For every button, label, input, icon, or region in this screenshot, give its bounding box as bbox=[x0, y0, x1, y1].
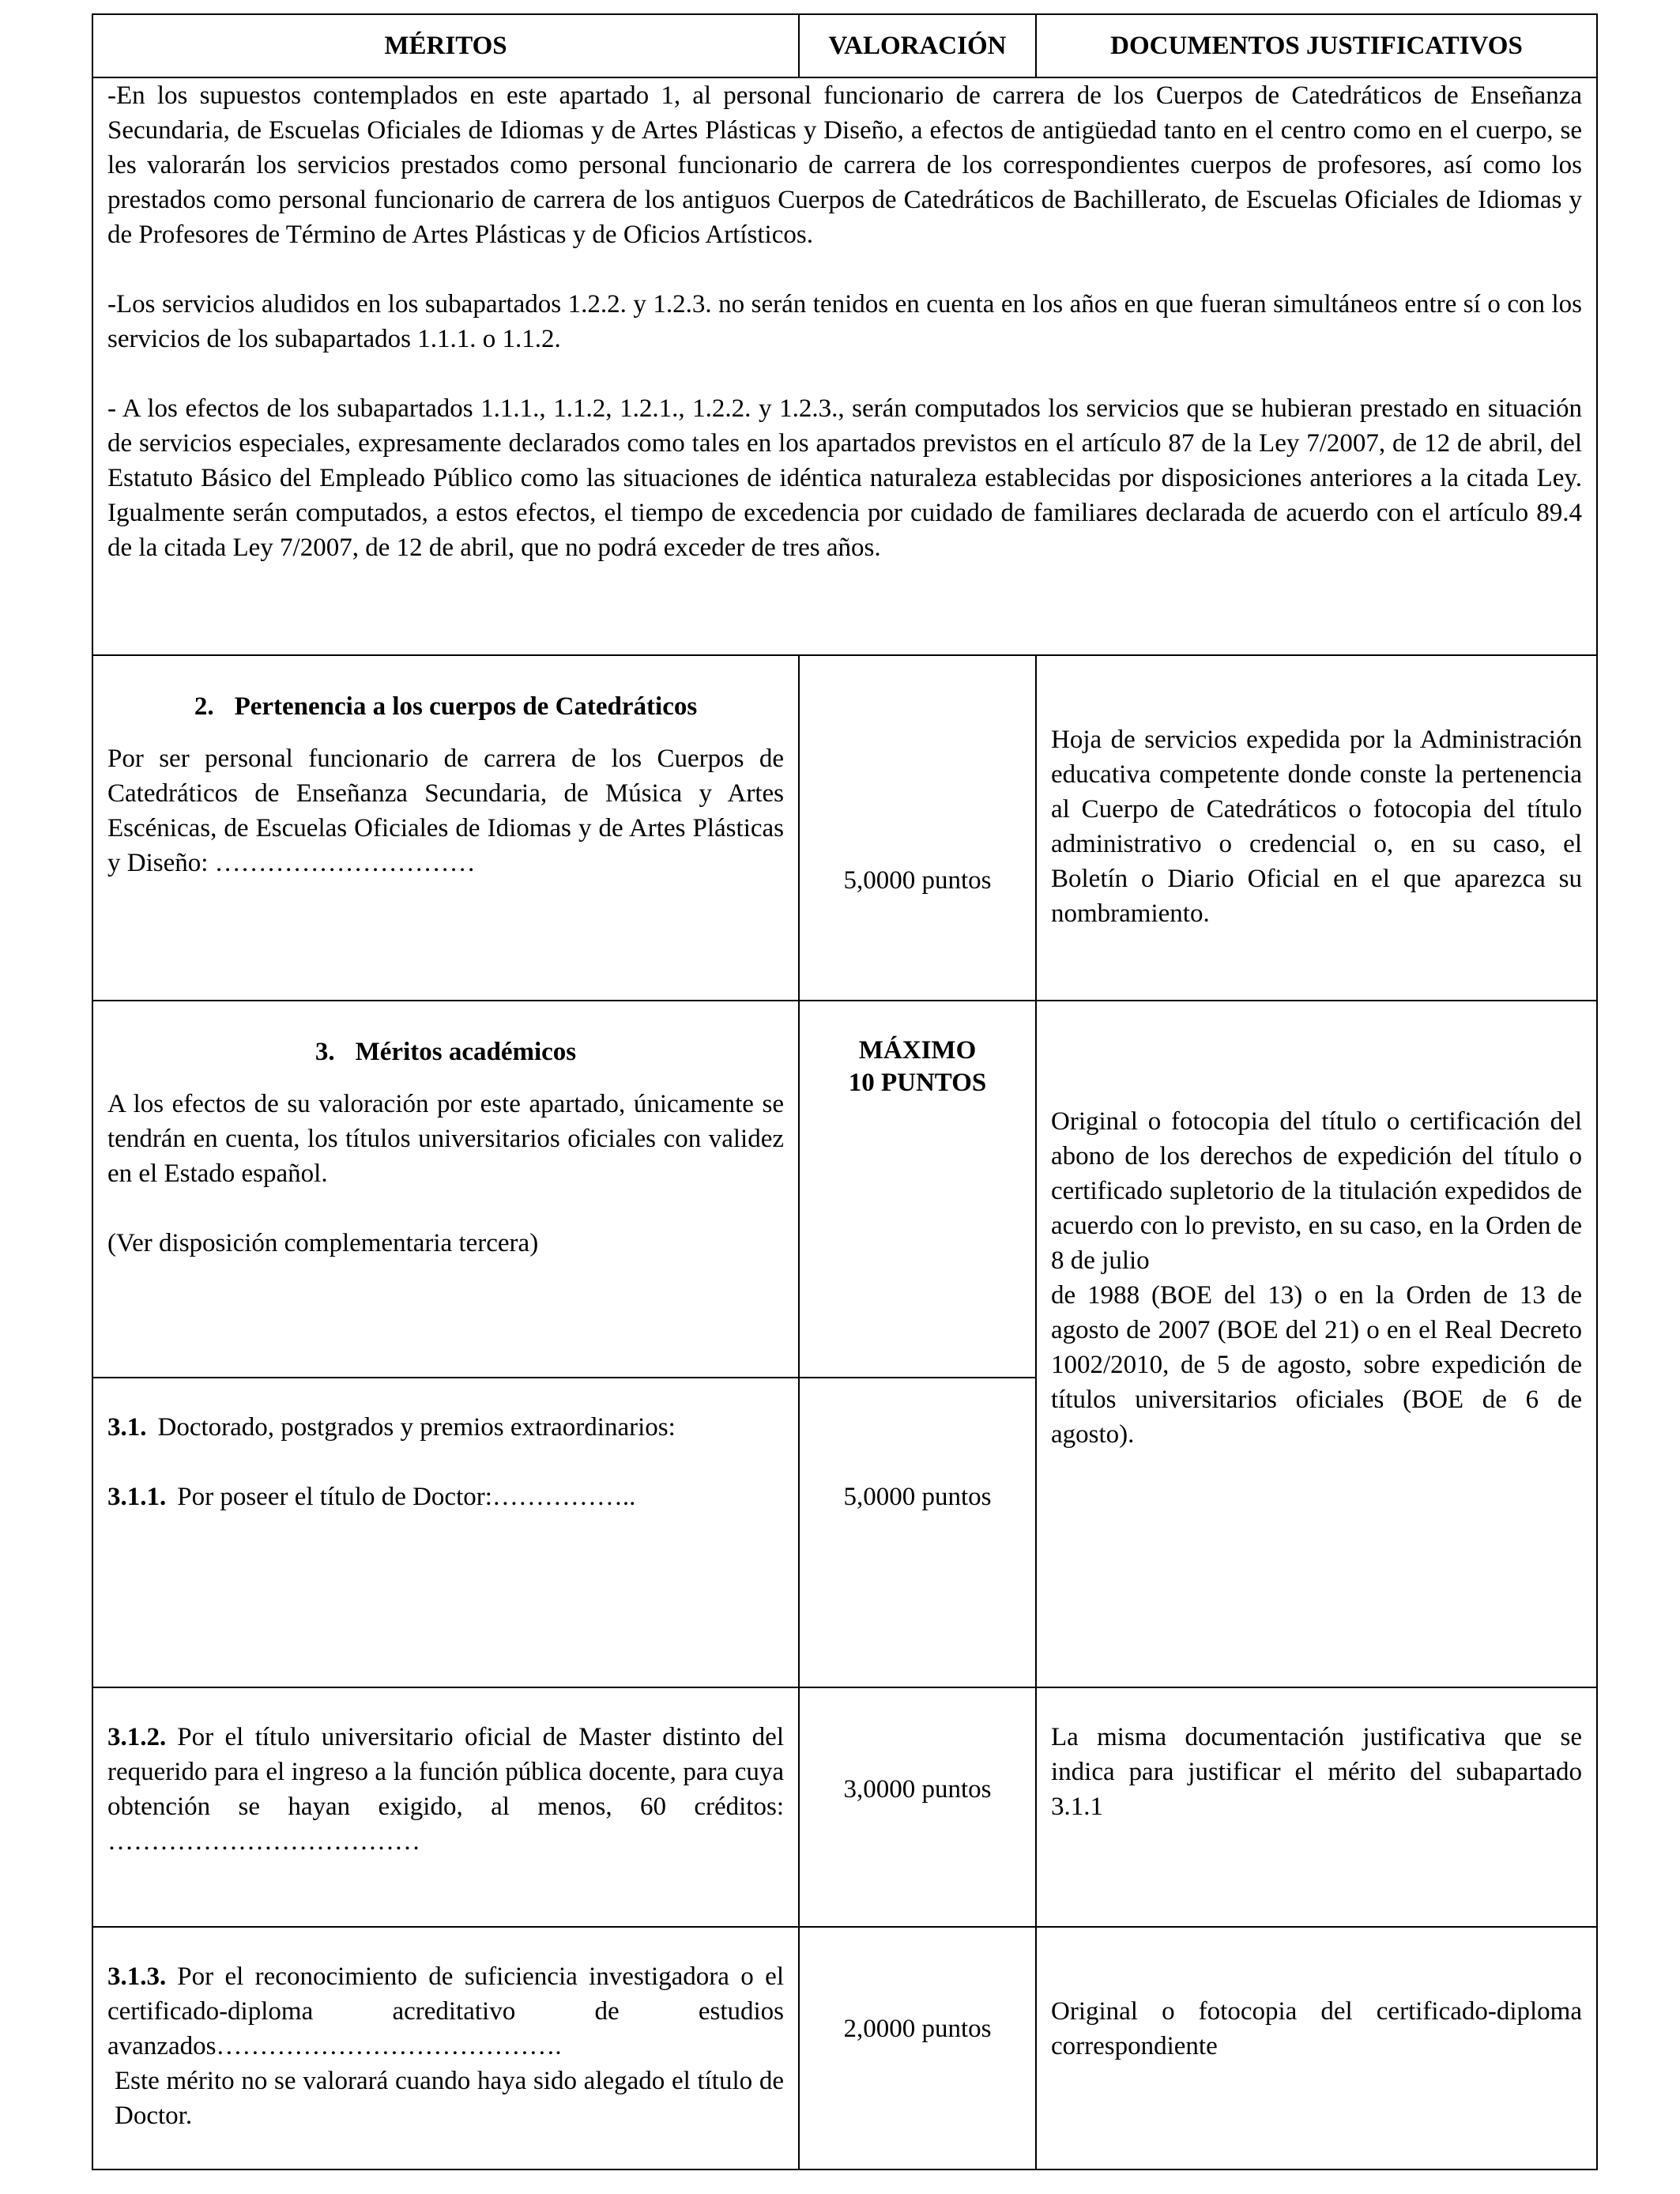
section-3-1-2-text: Por el título universitario oficial de Master distinto del requerido para el ingreso a la función pública docente, para cuya obtención se hayan exigido, al menos, 60 créditos: ……………………………… bbox=[107, 1723, 784, 1856]
section-3-1-2-code: 3.1.2. bbox=[107, 1723, 167, 1751]
section-3-1-3-merit bbox=[92, 1927, 799, 2169]
section-3-1-2-row bbox=[92, 1687, 1597, 1927]
section-3-1-3-code: 3.1.3. bbox=[107, 1962, 167, 1991]
section-2-title: Pertenencia a los cuerpos de Catedráticos bbox=[234, 692, 698, 721]
section-3-documentos bbox=[1036, 1001, 1597, 1687]
section-3-documentos-a: Original o fotocopia del título o certificación del abono de los derechos de expedición del título o certificado supletorio de la titulación expedidos de acuerdo con lo previsto, en su caso, en la Orden de 8 de julio bbox=[1051, 1107, 1582, 1275]
section-2-heading bbox=[107, 689, 784, 724]
section-3-1-line bbox=[107, 1410, 784, 1445]
section-3-1-3-documentos: Original o fotocopia del certificado-diploma correspondiente bbox=[1036, 1927, 1597, 2169]
section-3-1-1-line bbox=[107, 1480, 784, 1514]
section-2-text: Por ser personal funcionario de carrera de los Cuerpos de Catedráticos de Enseñanza Secundaria, de Música y Artes Escénicas, de Escuelas Oficiales de Idiomas y de Artes Plásticas y Diseño: ………………………… bbox=[107, 745, 784, 877]
section-3-1-merit bbox=[92, 1378, 799, 1687]
section-2-number: 2. bbox=[194, 692, 214, 721]
section-3-merit bbox=[92, 1001, 799, 1378]
notes-cell bbox=[92, 77, 1597, 655]
section-3-1-3-note: Este mérito no se valorará cuando haya sido alegado el título de Doctor. bbox=[115, 2067, 784, 2130]
section-3-1-text: Doctorado, postgrados y premios extraordinarios: bbox=[157, 1413, 676, 1442]
section-3-documentos-b: de 1988 (BOE del 13) o en la Orden de 13 de agosto de 2007 (BOE del 21) o en el Real Decreto 1002/2010, de 5 de agosto, sobre expedición de títulos universitarios oficiales (BOE de 6 de agosto). bbox=[1051, 1281, 1582, 1449]
section-3-max-line2: 10 PUNTOS bbox=[848, 1069, 987, 1097]
section-3-note: (Ver disposición complementaria tercera) bbox=[107, 1229, 539, 1257]
section-3-1-2-merit bbox=[92, 1687, 799, 1927]
note-paragraph-1: -En los supuestos contemplados en este apartado 1, al personal funcionario de carrera de los Cuerpos de Catedráticos de Enseñanza Secundaria, de Escuelas Oficiales de Idiomas y de Artes Plásticas y Diseño, a efectos de antigüedad tanto en el centro como en el cuerpo, se les valorarán los servicios prestados como personal funcionario de carrera de los correspondientes cuerpos de profesores, así como los prestados como personal funcionario de carrera de los antiguos Cuerpos de Catedráticos de Bachillerato, de Escuelas Oficiales de Idiomas y de Profesores de Término de Artes Plásticas y de Oficios Artísticos. bbox=[107, 81, 1582, 249]
section-2-documentos: Hoja de servicios expedida por la Administración educativa competente donde conste la pertenencia al Cuerpo de Catedráticos o fotocopia del título administrativo o credencial o, en su caso, el Boletín o Diario Oficial en el que aparezca su nombramiento. bbox=[1036, 655, 1597, 1001]
section-3-1-3-text: Por el reconocimiento de suficiencia investigadora o el certificado-diploma acreditativo de estudios avanzados…………………………………. bbox=[107, 1962, 784, 2060]
section-2-valoracion: 5,0000 puntos bbox=[799, 655, 1036, 1001]
section-3-1-2-valoracion: 3,0000 puntos bbox=[799, 1687, 1036, 1927]
section-3-number: 3. bbox=[315, 1038, 335, 1066]
section-3-1-3-line bbox=[107, 1959, 784, 2064]
section-3-1-1-code: 3.1.1. bbox=[107, 1483, 167, 1511]
header-documentos: DOCUMENTOS JUSTIFICATIVOS bbox=[1036, 14, 1597, 77]
meritos-table bbox=[92, 13, 1598, 2170]
section-3-title: Méritos académicos bbox=[355, 1038, 577, 1066]
section-2-merit bbox=[92, 655, 799, 1001]
section-3-max-line1: MÁXIMO bbox=[858, 1036, 977, 1065]
note-paragraph-3: - A los efectos de los subapartados 1.1.1., 1.1.2, 1.2.1., 1.2.2. y 1.2.3., serán computados los servicios que se hubieran prestado en situación de servicios especiales, expresamente declarados como tales en los apartados previstos en el artículo 87 de la Ley 7/2007, de 12 de abril, del Estatuto Básico del Empleado Público como las situaciones de idéntica naturaleza establecidas por disposiciones anteriores a la citada Ley. Igualmente serán computados, a estos efectos, el tiempo de excedencia por cuidado de familiares declarada de acuerdo con el artículo 89.4 de la citada Ley 7/2007, de 12 de abril, que no podrá exceder de tres años. bbox=[107, 394, 1582, 562]
header-row bbox=[92, 14, 1597, 77]
section-2-row bbox=[92, 655, 1597, 1001]
notes-row bbox=[92, 77, 1597, 655]
section-3-1-3-row bbox=[92, 1927, 1597, 2169]
note-paragraph-2: -Los servicios aludidos en los subapartados 1.2.2. y 1.2.3. no serán tenidos en cuenta en los años en que fueran simultáneos entre sí o con los servicios de los subapartados 1.1.1. o 1.1.2. bbox=[107, 290, 1582, 353]
section-3-1-3-valoracion: 2,0000 puntos bbox=[799, 1927, 1036, 2169]
section-3-1-code: 3.1. bbox=[107, 1413, 147, 1442]
section-3-1-2-documentos: La misma documentación justificativa que se indica para justificar el mérito del subapartado 3.1.1 bbox=[1036, 1687, 1597, 1927]
section-3-row bbox=[92, 1001, 1597, 1378]
section-3-text: A los efectos de su valoración por este apartado, únicamente se tendrán en cuenta, los títulos universitarios oficiales con validez en el Estado español. bbox=[107, 1090, 784, 1188]
section-3-1-1-valoracion: 5,0000 puntos bbox=[799, 1378, 1036, 1687]
header-valoracion: VALORACIÓN bbox=[799, 14, 1036, 77]
section-3-1-1-text: Por poseer el título de Doctor:…………….. bbox=[177, 1483, 636, 1511]
section-3-heading bbox=[107, 1035, 784, 1069]
header-meritos: MÉRITOS bbox=[92, 14, 799, 77]
section-3-maximo bbox=[799, 1001, 1036, 1378]
